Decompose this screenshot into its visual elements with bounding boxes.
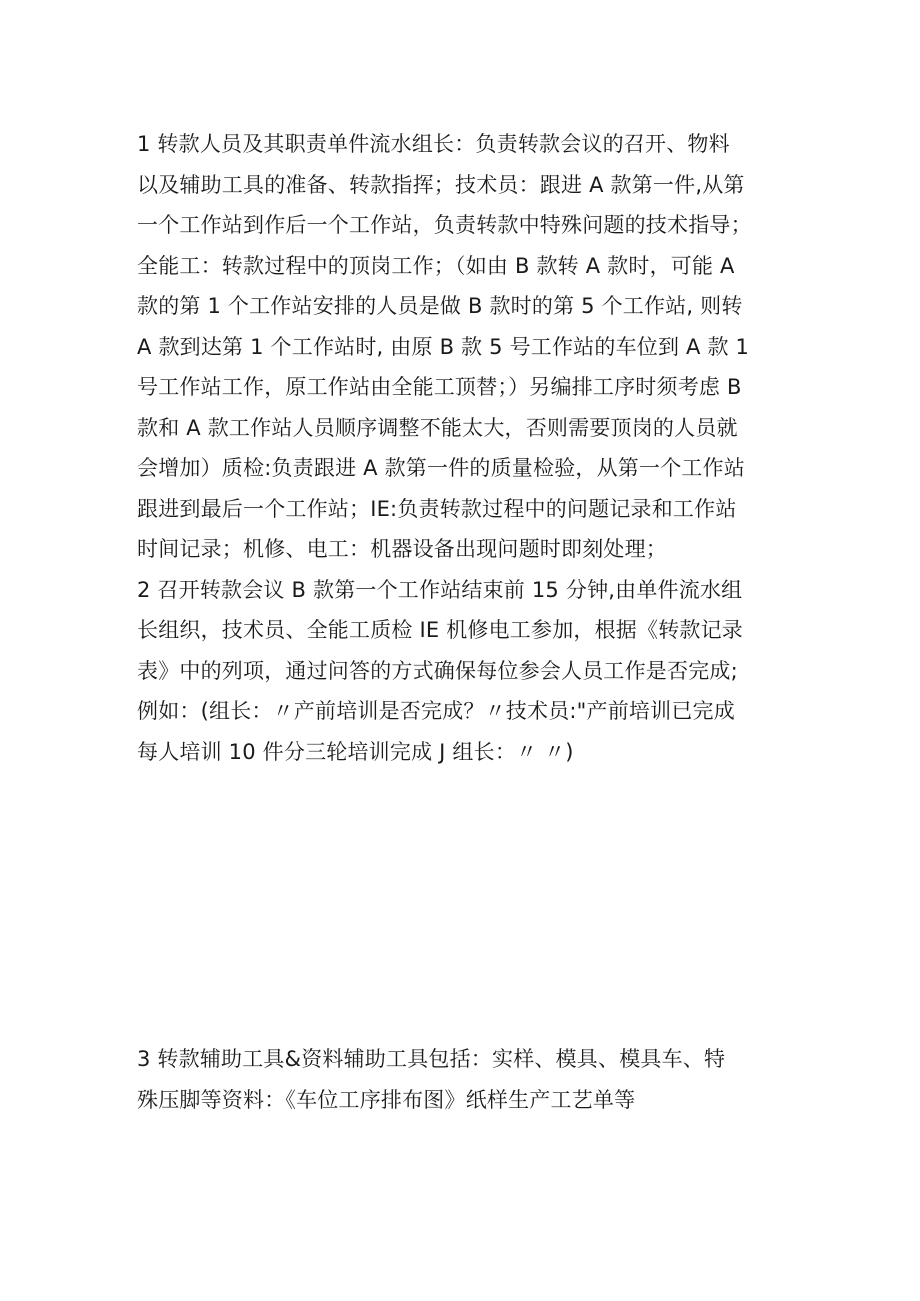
- text-line: 例如：(组长：〃产前培训是否完成？〃技术员:"产前培训已完成: [137, 699, 735, 723]
- text-line: 号工作站工作，原工作站由全能工顶替；）另编排工序时须考虑 B: [137, 375, 742, 399]
- text-line: 2 召开转款会议 B 款第一个工作站结束前 15 分钟,由单件流水组: [137, 577, 743, 602]
- text-line: 3 转款辅助工具&资料辅助工具包括：实样、模具、模具车、特: [137, 1047, 726, 1071]
- text-line: A 款到达第 1 个工作站时, 由原 B 款 5 号工作站的车位到 A 款 1: [137, 334, 750, 359]
- text-line: 款和 A 款工作站人员顺序调整不能太大，否则需要顶岗的人员就: [137, 415, 738, 440]
- text-line: 款的第 1 个工作站安排的人员是做 B 款时的第 5 个工作站, 则转: [137, 294, 743, 318]
- body-text-section-3: [137, 1039, 797, 1120]
- text-line: 时间记录；机修、电工：机器设备出现问题时即刻处理；: [137, 537, 667, 561]
- text-line: 表》中的列项，通过问答的方式确保每位参会人员工作是否完成;: [137, 658, 738, 683]
- text-line: 长组织，技术员、全能工质检 IE 机修电工参加，根据《转款记录: [137, 618, 744, 642]
- text-line: 殊压脚等资料：《车位工序排布图》纸样生产工艺单等: [137, 1087, 636, 1112]
- text-line: 跟进到最后一个工作站；IE:负责转款过程中的问题记录和工作站: [137, 496, 737, 521]
- text-line: 会增加）质检:负责跟进 A 款第一件的质量检验，从第一个工作站: [137, 456, 745, 480]
- text-line: 1 转款人员及其职责单件流水组长：负责转款会议的召开、物料: [137, 132, 730, 156]
- text-line: 一个工作站到作后一个工作站，负责转款中特殊问题的技术指导；: [137, 213, 752, 237]
- text-line: 以及辅助工具的准备、转款指挥；技术员：跟进 A 款第一件,从第: [137, 172, 745, 197]
- text-line: 全能工：转款过程中的顶岗工作；（如由 B 款转 A 款时，可能 A: [137, 253, 735, 278]
- text-line: 每人培训 10 件分三轮培训完成 J 组长：〃 〃): [137, 739, 574, 764]
- body-text-sections-1-2: [137, 124, 797, 772]
